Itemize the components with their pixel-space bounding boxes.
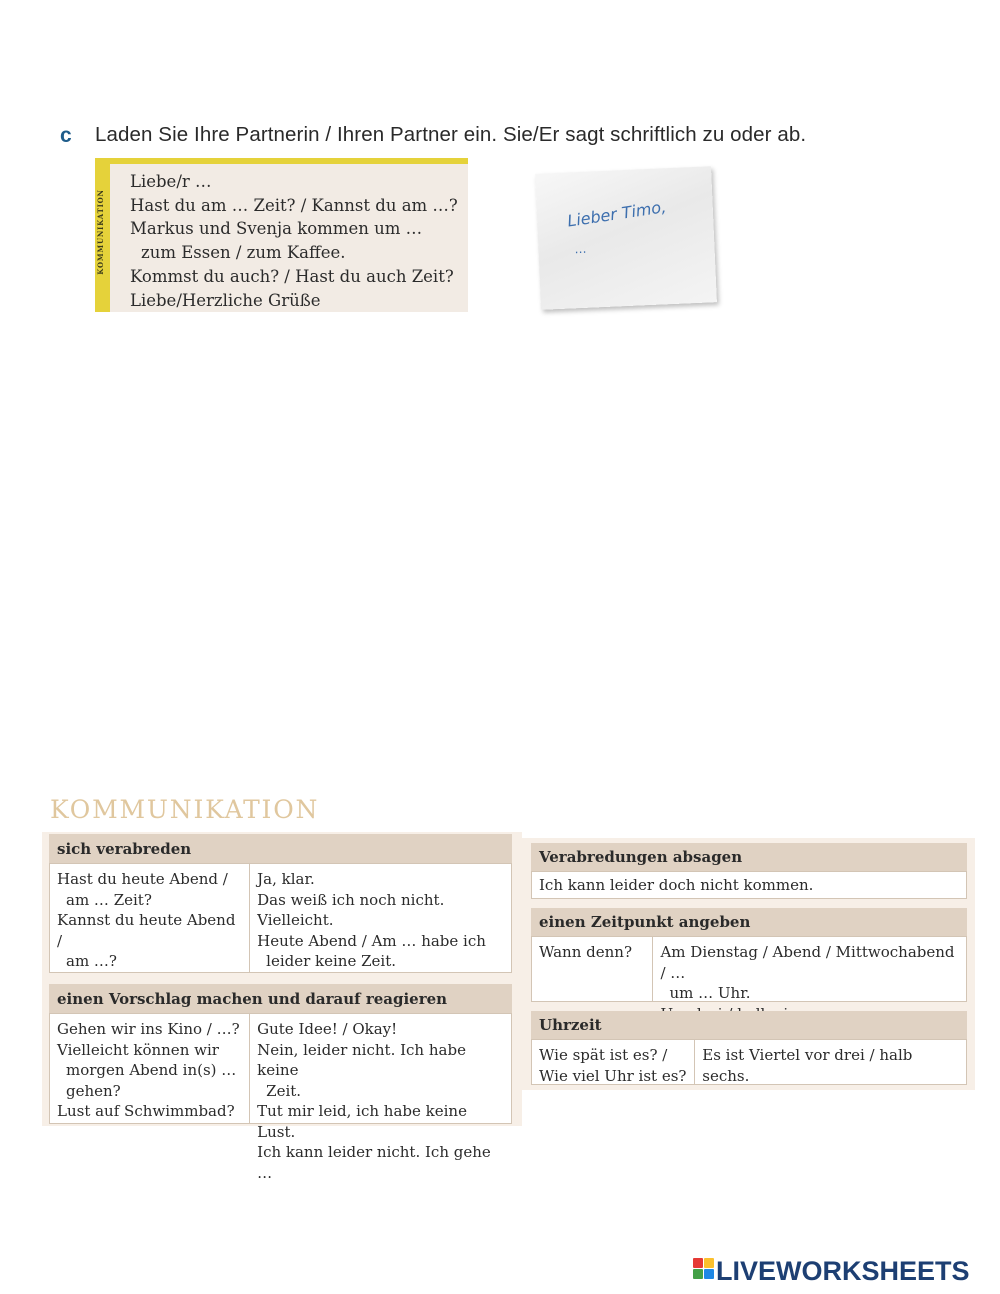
phrase-line: zum Essen / zum Kaffee. xyxy=(141,243,346,263)
table-vorschlag xyxy=(49,984,512,1182)
table-cell-right xyxy=(695,1040,966,1084)
logo-text: LIVEWORKSHEETS xyxy=(716,1256,970,1286)
exercise-letter: c xyxy=(60,124,72,147)
exercise-instruction: Laden Sie Ihre Partnerin / Ihren Partner ein. Sie/Er sagt schriftlich zu oder ab. xyxy=(95,123,807,146)
cell-line: Das weiß ich noch nicht. xyxy=(257,890,445,909)
section-title: KOMMUNIKATION xyxy=(50,795,320,824)
cell-line: Wann denn? xyxy=(539,943,632,961)
phrase-line: Markus und Svenja kommen um … xyxy=(130,219,423,239)
cell-line: am …? xyxy=(66,952,117,970)
table-verabreden xyxy=(49,834,512,973)
cell-line: Heute Abend / Am … habe ich xyxy=(257,931,486,950)
phrase-box-side-label: KOMMUNIKATION xyxy=(96,189,105,275)
cell-line: um … Uhr. xyxy=(669,984,751,1002)
table-cell: Ich kann leider doch nicht kommen. xyxy=(539,876,814,894)
table-cell-left xyxy=(50,864,250,972)
table-cell-left xyxy=(532,1040,695,1084)
cell-line: leider keine Zeit. xyxy=(266,952,396,970)
cell-line: Ja, klar. xyxy=(257,870,315,888)
table-cell-right xyxy=(250,864,511,972)
logo-icon xyxy=(693,1256,993,1286)
note-paper xyxy=(535,166,717,310)
table-cell-right xyxy=(653,937,966,1001)
table-zeitpunkt xyxy=(531,908,967,1002)
phrase-box-top-bar xyxy=(95,158,468,164)
cell-line: Vielleicht. xyxy=(257,911,334,929)
cell-line: Zeit. xyxy=(266,1081,302,1100)
cell-line: Ich kann leider nicht. Ich gehe … xyxy=(257,1143,491,1182)
phrase-line: Kommst du auch? / Hast du auch Zeit? xyxy=(130,266,454,286)
table-uhrzeit xyxy=(531,1011,967,1085)
table-body xyxy=(49,863,512,973)
cell-line: gehen? xyxy=(66,1081,121,1100)
note-greeting: Lieber Timo, xyxy=(566,197,668,231)
table-cell-left xyxy=(532,937,653,1001)
table-cell-right xyxy=(250,1014,511,1182)
table-title: sich verabreden xyxy=(49,834,512,863)
liveworksheets-logo xyxy=(693,1256,993,1286)
cell-line: Lust auf Schwimmbad? xyxy=(57,1102,235,1120)
cell-line: Es ist Viertel vor drei / halb sechs. xyxy=(702,1046,913,1085)
cell-line: Wie viel Uhr ist es? xyxy=(539,1066,687,1085)
cell-line: Gehen wir ins Kino / …? xyxy=(57,1020,240,1038)
table-cell-left xyxy=(50,1014,250,1123)
cell-line: morgen Abend in(s) … xyxy=(66,1061,237,1079)
cell-line: Kannst du heute Abend / xyxy=(57,911,236,950)
right-table-group xyxy=(522,838,975,1090)
table-body xyxy=(531,871,967,899)
cell-line: Hast du heute Abend / xyxy=(57,870,228,888)
cell-line: Tut mir leid, ich habe keine Lust. xyxy=(257,1102,467,1141)
table-title: Uhrzeit xyxy=(531,1011,967,1039)
phrase-list xyxy=(130,170,458,312)
phrase-box xyxy=(95,158,468,312)
phrase-line: Liebe/r … xyxy=(130,172,212,191)
table-absagen xyxy=(531,843,967,899)
table-body xyxy=(531,1039,967,1085)
cell-line: am … Zeit? xyxy=(66,890,152,909)
note-continuation: … xyxy=(574,241,587,257)
table-title: einen Vorschlag machen und darauf reagieren xyxy=(49,984,512,1013)
table-body xyxy=(49,1013,512,1182)
cell-line: Am Dienstag / Abend / Mittwochabend / … xyxy=(660,943,955,982)
cell-line: Nein, leider nicht. Ich habe keine xyxy=(257,1040,466,1079)
cell-line: Vielleicht können wir xyxy=(57,1040,219,1059)
phrase-line: Hast du am … Zeit? / Kannst du am …? xyxy=(130,195,458,215)
cell-line: Gute Idee! / Okay! xyxy=(257,1020,398,1038)
table-body xyxy=(531,936,967,1002)
table-title: einen Zeitpunkt angeben xyxy=(531,908,967,936)
left-table-group xyxy=(42,832,522,1182)
table-title: Verabredungen absagen xyxy=(531,843,967,871)
cell-line: Wie spät ist es? / xyxy=(539,1046,668,1064)
phrase-line: Liebe/Herzliche Grüße xyxy=(130,290,321,310)
